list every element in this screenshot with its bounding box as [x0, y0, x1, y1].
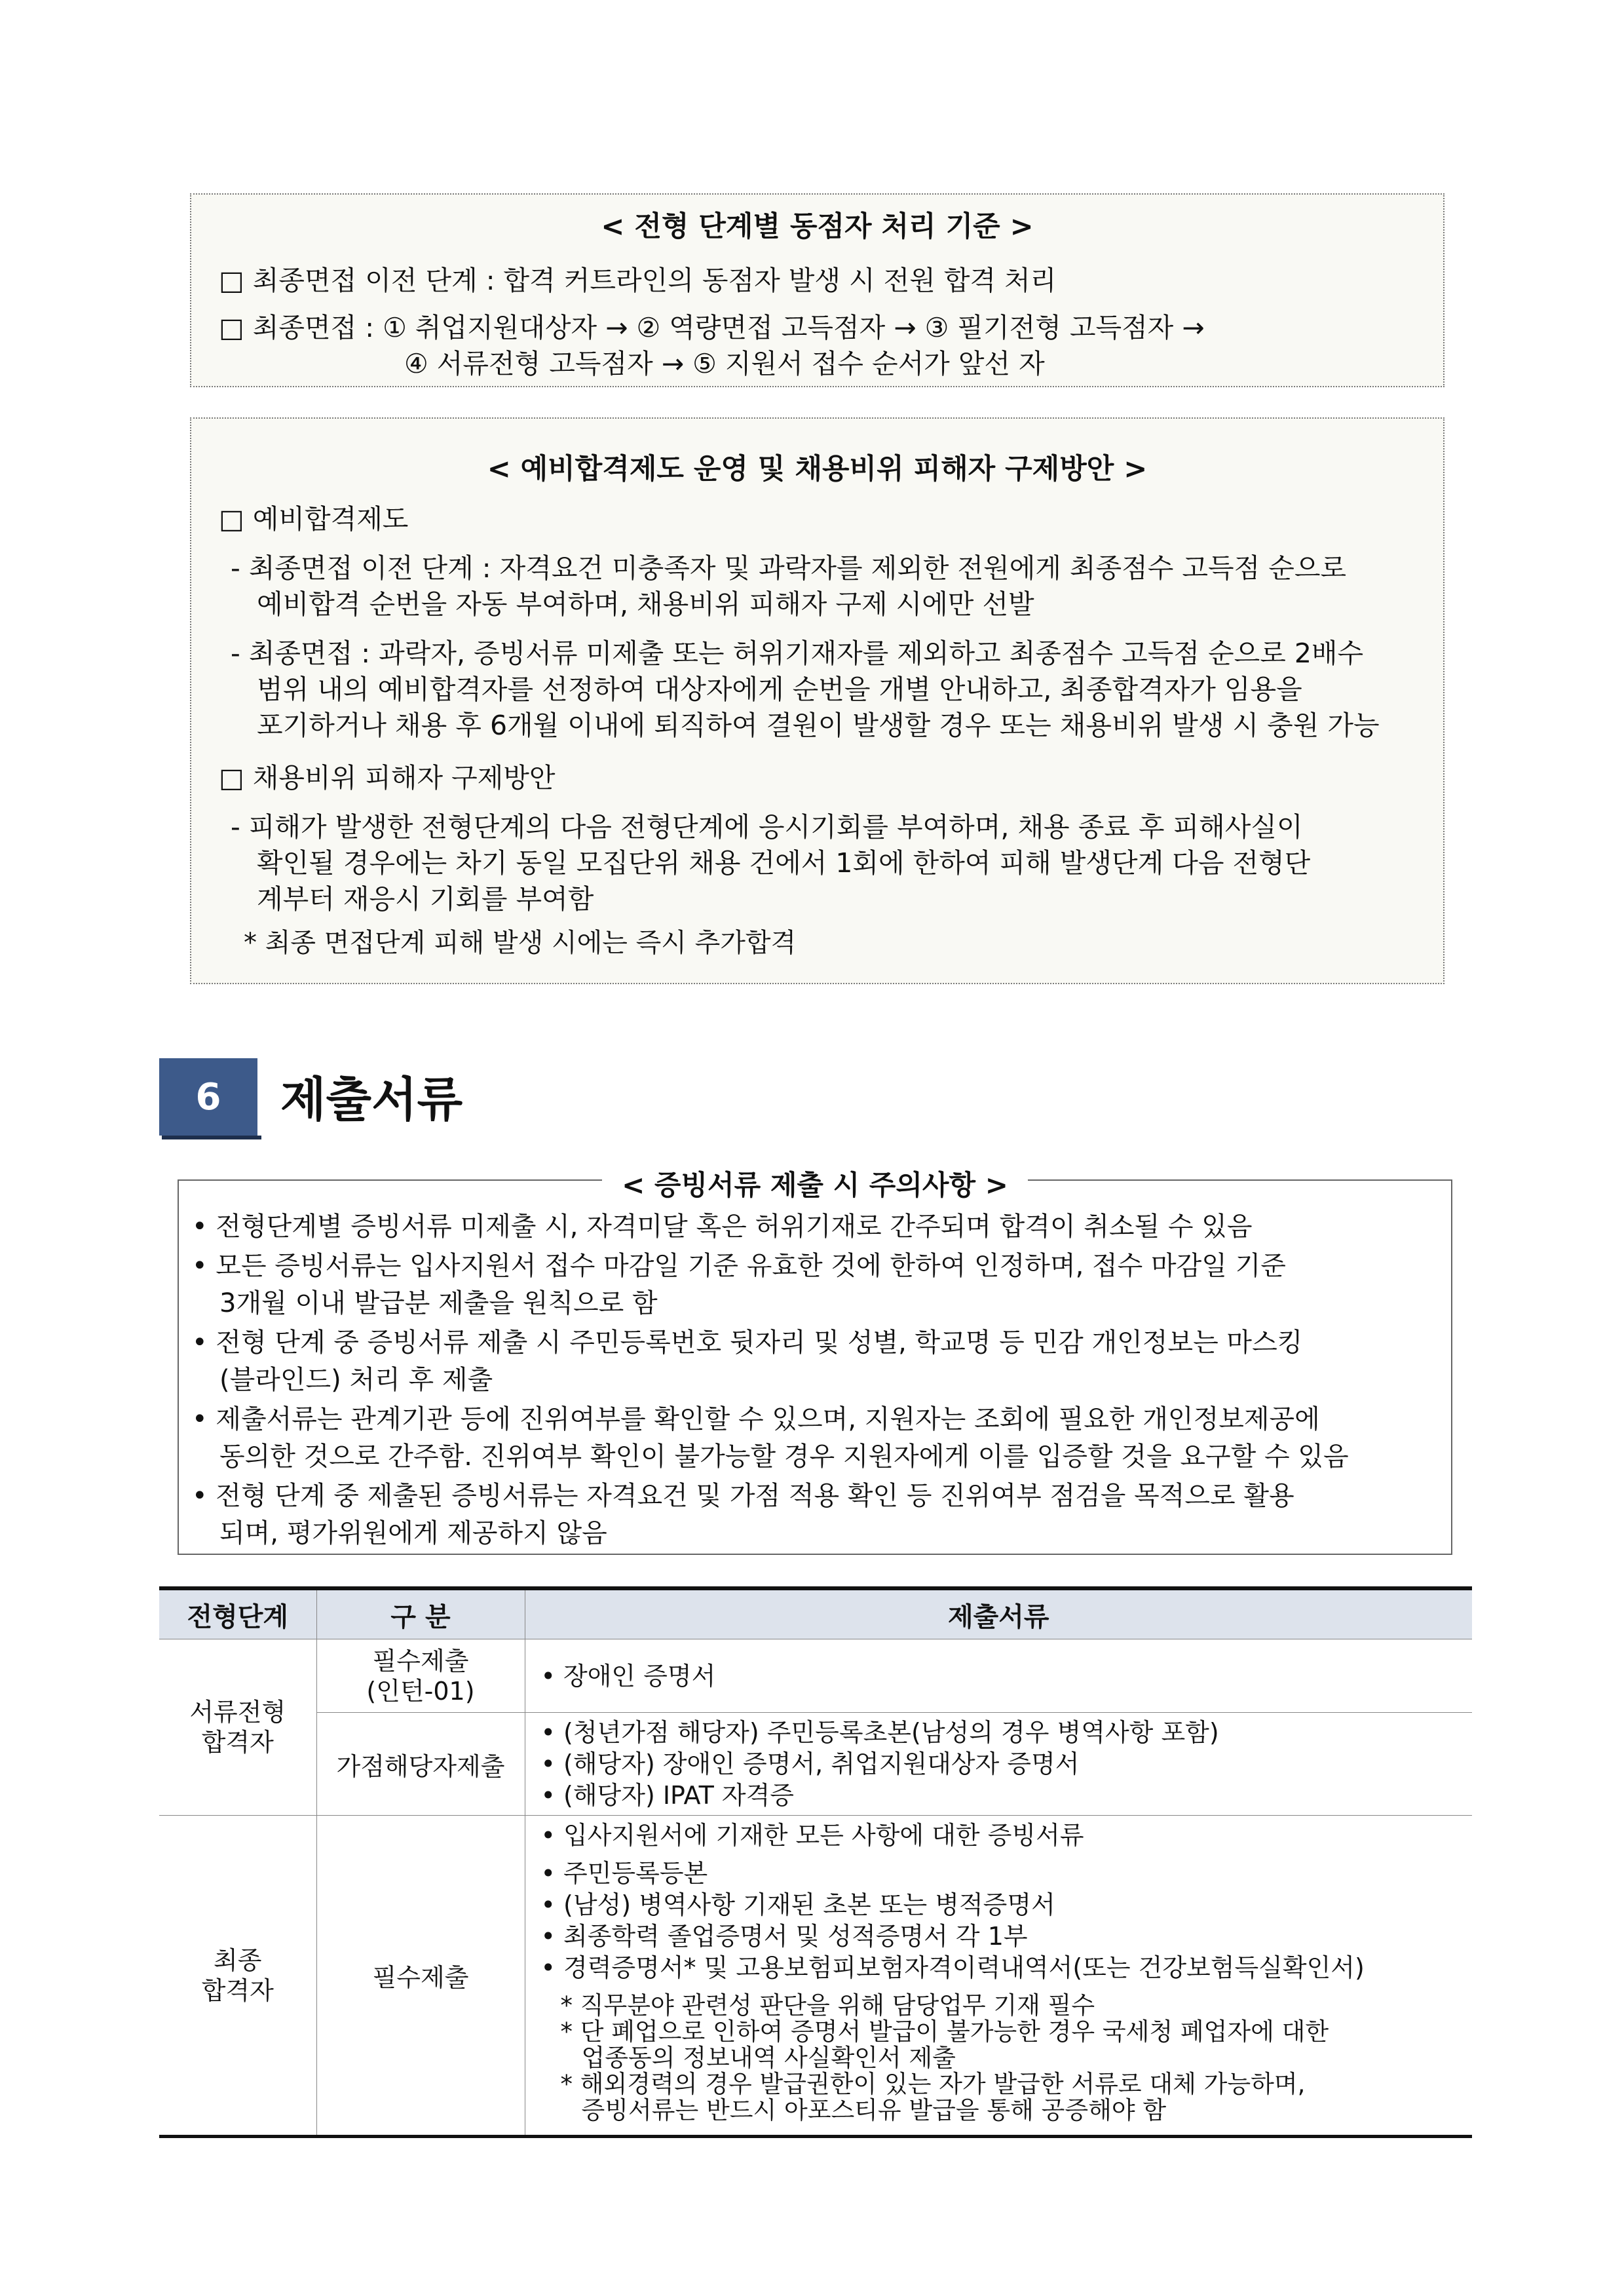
notice-bullet-cont: 동의한 것으로 간주함. 진위여부 확인이 불가능할 경우 지원자에게 이를 입증할 것을 요구할 수 있음	[219, 1442, 1349, 1472]
document-note: * 해외경력의 경우 발급권한이 있는 자가 발급한 서류로 대체 가능하며,	[560, 2070, 1306, 2098]
document-item: • (청년가점 해당자) 주민등록초본(남성의 경우 병역사항 포함)	[540, 1718, 1219, 1747]
reserve-heading: □ 채용비위 피해자 구제방안	[219, 762, 556, 794]
tiebreak-title: < 전형 단계별 동점자 처리 기준 >	[601, 210, 1034, 243]
document-item: • 주민등록등본	[540, 1859, 708, 1888]
document-item: • 경력증명서* 및 고용보험피보험자격이력내역서(또는 건강보험득실확인서)	[540, 1953, 1365, 1982]
notice-bullet-cont: (블라인드) 처리 후 제출	[219, 1365, 493, 1395]
document-note: * 단 폐업으로 인하여 증명서 발급이 불가능한 경우 국세청 폐업자에 대한	[560, 2018, 1329, 2046]
notice-bullet: • 전형단계별 증빙서류 미제출 시, 자격미달 혹은 허위기재로 간주되며 합격이 취소될 수 있음	[192, 1212, 1253, 1242]
table-header-stage: 전형단계	[159, 1588, 316, 1639]
reserve-box	[190, 417, 1445, 984]
documents-cell	[525, 1816, 1472, 2137]
reserve-heading: □ 예비합격제도	[219, 503, 409, 535]
reserve-line: 포기하거나 채용 후 6개월 이내에 퇴직하여 결원이 발생할 경우 또는 채용비위 발생 시 충원 가능	[257, 710, 1380, 741]
notice-bullet: • 모든 증빙서류는 입사지원서 접수 마감일 기준 유효한 것에 한하여 인정하며, 접수 마감일 기준	[192, 1251, 1286, 1281]
table-row	[159, 1713, 1472, 1816]
documents-cell	[525, 1713, 1472, 1816]
document-item: • 입사지원서에 기재한 모든 사항에 대한 증빙서류	[540, 1821, 1084, 1850]
reserve-line: 확인될 경우에는 차기 동일 모집단위 채용 건에서 1회에 한하여 피해 발생단계 다음 전형단	[257, 847, 1311, 879]
reserve-line: 예비합격 순번을 자동 부여하며, 채용비위 피해자 구제 시에만 선발	[257, 588, 1034, 620]
category-cell: 필수제출 (인턴-01)	[316, 1639, 525, 1713]
notice-bullet-cont: 되며, 평가위원에게 제공하지 않음	[219, 1518, 607, 1548]
reserve-line: 계부터 재응시 기회를 부여함	[257, 883, 594, 915]
notice-bullet: • 전형 단계 중 제출된 증빙서류는 자격요건 및 가점 적용 확인 등 진위여부 점검을 목적으로 활용	[192, 1481, 1294, 1511]
document-item: • 최종학력 졸업증명서 및 성적증명서 각 1부	[540, 1922, 1028, 1951]
section-number-badge: 6	[159, 1058, 257, 1136]
documents-cell	[525, 1639, 1472, 1713]
notice-title: < 증빙서류 제출 시 주의사항 >	[602, 1169, 1028, 1201]
notice-bullet: • 제출서류는 관계기관 등에 진위여부를 확인할 수 있으며, 지원자는 조회에 필요한 개인정보제공에	[192, 1404, 1320, 1434]
stage-cell: 서류전형 합격자	[159, 1639, 316, 1816]
document-item: • 장애인 증명서	[540, 1661, 716, 1691]
notice-box	[178, 1169, 1452, 1555]
table-header-category: 구 분	[316, 1588, 525, 1639]
tiebreak-line: ④ 서류전형 고득점자 → ⑤ 지원서 접수 순서가 앞선 자	[404, 348, 1045, 379]
reserve-line: - 피해가 발생한 전형단계의 다음 전형단계에 응시기회를 부여하며, 채용 종료 후 피해사실이	[231, 811, 1303, 843]
reserve-note: * 최종 면접단계 피해 발생 시에는 즉시 추가합격	[244, 928, 797, 958]
reserve-title: < 예비합격제도 운영 및 채용비위 피해자 구제방안 >	[487, 453, 1148, 486]
table-row	[159, 1639, 1472, 1713]
notice-bullet: • 전형 단계 중 증빙서류 제출 시 주민등록번호 뒷자리 및 성별, 학교명 등 민감 개인정보는 마스킹	[192, 1328, 1303, 1358]
notice-bullet-cont: 3개월 이내 발급분 제출을 원칙으로 함	[219, 1288, 658, 1318]
tiebreak-line: □ 최종면접 이전 단계 : 합격 커트라인의 동점자 발생 시 전원 합격 처리	[219, 265, 1057, 296]
category-cell: 가점해당자제출	[316, 1713, 525, 1816]
reserve-line: - 최종면접 이전 단계 : 자격요건 미충족자 및 과락자를 제외한 전원에게 최종점수 고득점 순으로	[231, 552, 1347, 584]
documents-table	[159, 1586, 1472, 2138]
document-item: • (해당자) 장애인 증명서, 취업지원대상자 증명서	[540, 1750, 1080, 1778]
table-header-documents: 제출서류	[525, 1588, 1472, 1639]
document-note: 증빙서류는 반드시 아포스티유 발급을 통해 공증해야 함	[581, 2096, 1167, 2124]
document-item: • (남성) 병역사항 기재된 초본 또는 병적증명서	[540, 1890, 1055, 1919]
section-title: 제출서류	[280, 1072, 463, 1127]
stage-cell: 최종 합격자	[159, 1816, 316, 2137]
table-header-row	[159, 1588, 1472, 1639]
table-row	[159, 1816, 1472, 2137]
tiebreak-box	[190, 193, 1445, 387]
document-note: 업종동의 정보내역 사실확인서 제출	[581, 2044, 956, 2072]
document-item: • (해당자) IPAT 자격증	[540, 1781, 794, 1810]
reserve-line: 범위 내의 예비합격자를 선정하여 대상자에게 순번을 개별 안내하고, 최종합격자가 임용을	[257, 674, 1302, 705]
category-cell: 필수제출	[316, 1816, 525, 2137]
reserve-line: - 최종면접 : 과락자, 증빙서류 미제출 또는 허위기재자를 제외하고 최종점수 고득점 순으로 2배수	[231, 638, 1364, 669]
document-note: * 직무분야 관련성 판단을 위해 담당업무 기재 필수	[560, 1991, 1095, 2019]
tiebreak-line: □ 최종면접 : ① 취업지원대상자 → ② 역량면접 고득점자 → ③ 필기전형 고득점자 →	[219, 312, 1205, 343]
